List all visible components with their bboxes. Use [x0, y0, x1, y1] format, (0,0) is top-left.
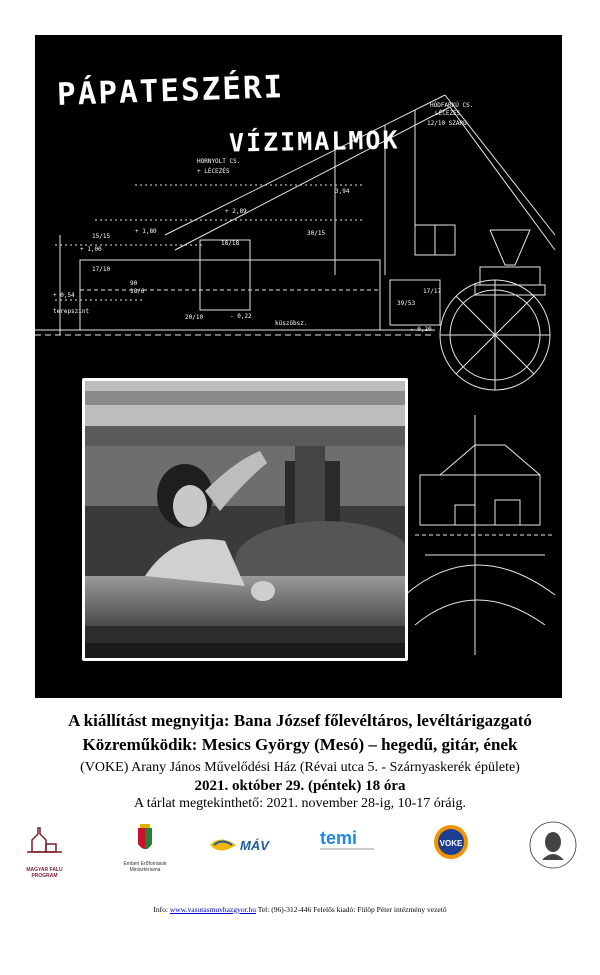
emmi-text-2: Minisztériuma [129, 867, 161, 873]
website-link[interactable]: www.vasutasmuvhazgyor.hu [169, 905, 257, 914]
label-d5: 30/15 [307, 230, 326, 237]
footer [0, 905, 600, 914]
label-d8: 17/10 [92, 266, 111, 273]
label-d15: - 0,20 [410, 326, 432, 333]
temi-logo [316, 824, 378, 859]
voke-text: VOKE [439, 839, 463, 848]
label-d14: 39/53 [397, 300, 416, 307]
emmi-text-1: Emberi Erőforrások [123, 861, 167, 867]
voke-logo [433, 824, 469, 865]
poster-title-line2: VÍZIMALMOK [228, 125, 400, 158]
label-d6: 18/18 [221, 240, 240, 247]
label-d3: + 1,80 [135, 228, 157, 235]
label-hornyolt: HORNYOLT CS. [197, 158, 241, 165]
label-terepszint: terepszint [53, 308, 90, 315]
mill-photo-image [85, 381, 405, 658]
arany-janos-logo [528, 820, 578, 875]
magyar-falu-logo [22, 824, 67, 879]
church-icon [22, 824, 67, 862]
label-d7: + 1,00 [80, 246, 102, 253]
label-d9: + 0,54 [53, 292, 75, 299]
label-lecezes-left: + LÉCEZÉS [197, 168, 230, 175]
label-d2: + 2,89 [225, 208, 247, 215]
label-d10: 90 [130, 280, 138, 287]
label-lecezes-top: LÉCEZÉS [435, 110, 461, 117]
label-d12: 20/10 [185, 314, 204, 321]
mill-photo [82, 378, 408, 661]
mav-logo [208, 832, 270, 863]
poster [35, 35, 562, 698]
viewing-period-line: A tárlat megtekinthető: 2021. november 28-ig, 10-17 óráig. [133, 796, 467, 811]
coat-of-arms-icon [110, 824, 180, 856]
label-kuszobsz: küszöbsz. [275, 320, 308, 327]
magyar-falu-text: MAGYAR FALU PROGRAM [26, 867, 63, 879]
label-d13: 17/17 [423, 288, 442, 295]
venue-line: (VOKE) Arany János Művelődési Ház (Révai utca 5. - Szárnyaskerék épülete) [80, 760, 520, 775]
date-line: 2021. október 29. (péntek) 18 óra [194, 778, 406, 794]
label-d11: 18/6 [130, 288, 145, 295]
footer-prefix: Info: [153, 905, 168, 914]
label-d1: 3,94 [335, 188, 350, 195]
footer-contact: Tel: (96)-312-446 Felelős kiadó: Fülöp Péter intézmény vezető [257, 905, 447, 914]
opening-line: A kiállítást megnyitja: Bana József főlevéltáros, levéltárigazgató [68, 711, 532, 730]
label-d16: - 0,22 [230, 313, 252, 320]
temi-text: temi [320, 828, 358, 848]
mav-text: MÁV [240, 838, 269, 853]
label-szarufa: 12/10 SZARU [427, 120, 467, 127]
label-hodfarku: HÓDFARKÚ CS. [430, 102, 474, 109]
poster-title-line1: PÁPATESZÉRI [56, 69, 285, 113]
emmi-logo [110, 824, 180, 873]
performer-line: Közreműködik: Mesics György (Mesó) – hegedű, gitár, ének [82, 735, 518, 754]
label-d4: 15/15 [92, 233, 111, 240]
